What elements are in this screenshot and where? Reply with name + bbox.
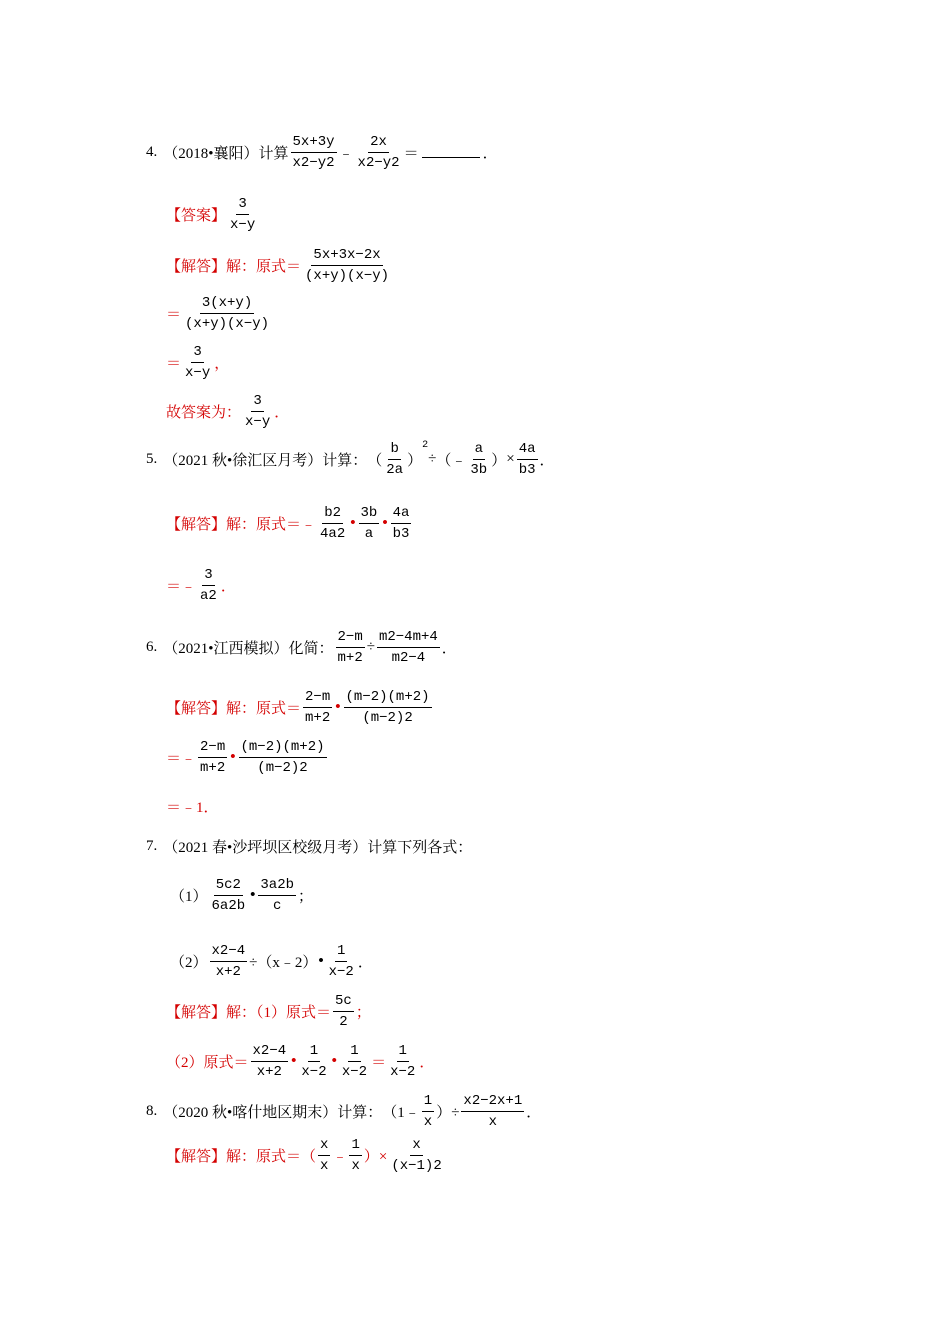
q4-solution-2: ＝ $\frac{3(x+y)}{(x+y)(x-y)}$	[166, 295, 270, 332]
q5-solution-1: 【解答】 解：原式＝﹣ $\frac{b2}{4a2}$ • $\frac{3b}{a}$ • $\frac{4a}{b3}$	[166, 505, 410, 542]
solution-tag: 【解答】	[166, 259, 227, 275]
q4-number: 4.	[146, 144, 158, 160]
q6-solution-2: ＝﹣ $\frac{2-m}{m+2}$ • $\frac{(m-2)(m+2)}{(m-2)2}$	[166, 739, 325, 776]
q4-question: 4. （2018•襄阳）计算 $\frac{5x+3y}{x2-y2}$ ﹣ $\frac{2x}{x2-y2}$ ＝ ．	[146, 134, 498, 171]
q5-solution-2: ＝﹣ $\frac{3}{a2}$ ．	[166, 567, 236, 604]
q4-answer-fraction: $\frac{3}{x-y}$	[230, 196, 256, 233]
q5-question: 5. （2021 秋•徐汇区月考）计算： （ $\frac{b}{2a}$ ） $^2$ ÷ （ ﹣ $\frac{a}{3b}$ ） × $\frac{4a}{b3}$ ．	[146, 440, 555, 478]
q7-part-2: （2） $\frac{x2-4}{x+2}$ ÷（x﹣2） • $\frac{1}{x-2}$ ．	[170, 943, 373, 980]
q7-part-1: （1） $\frac{5c2}{6a2b}$ • $\frac{3a2b}{c}$ ；	[170, 877, 314, 914]
q6-solution-3: ＝﹣1．	[166, 800, 219, 816]
q7-solution-2: （2）原式＝ $\frac{x2-4}{x+2}$ • $\frac{1}{x-2}$ • $\frac{1}{x-2}$ ＝ $\frac{1}{x-2}$ ．	[166, 1043, 435, 1080]
answer-blank	[422, 147, 480, 158]
q8-question: 8. （2020 秋•喀什地区期末）计算： （1﹣ $\frac{1}{x}$ ）÷ $\frac{x2-2x+1}{x}$ ．	[146, 1093, 542, 1130]
q6-question: 6. （2021•江西模拟）化简： $\frac{2-m}{m+2}$ ÷ $\frac{m2-4m+4}{m2-4}$ ．	[146, 629, 457, 666]
q4-final-answer: 故答案为： $\frac{3}{x-y}$ ．	[166, 393, 290, 430]
q4-solution-1: 【解答】 解：原式＝ $\frac{5x+3x-2x}{(x+y)(x-y)}$	[166, 247, 390, 284]
q4-fraction-1: $\frac{5x+3y}{x2-y2}$	[292, 134, 335, 171]
q8-solution-1: 【解答】 解：原式＝（ $\frac{x}{x}$ ﹣ $\frac{1}{x}$ ）× $\frac{x}{(x-1)2}$	[166, 1137, 442, 1174]
q7-question: 7. （2021 春•沙坪坝区校级月考）计算下列各式：	[146, 838, 473, 856]
q4-solution-3: ＝ $\frac{3}{x-y}$ ，	[166, 344, 230, 381]
q6-solution-1: 【解答】 解：原式＝ $\frac{2-m}{m+2}$ • $\frac{(m-2)(m+2)}{(m-2)2}$	[166, 689, 430, 726]
q7-solution-1: 【解答】 解：（1）原式＝ $\frac{5c}{2}$ ；	[166, 993, 371, 1030]
q4-answer	[166, 195, 259, 234]
q4-source: （2018•襄阳）计算	[163, 146, 289, 162]
answer-tag: 【答案】	[166, 208, 227, 224]
q4-fraction-2: $\frac{2x}{x2-y2}$	[357, 134, 400, 171]
